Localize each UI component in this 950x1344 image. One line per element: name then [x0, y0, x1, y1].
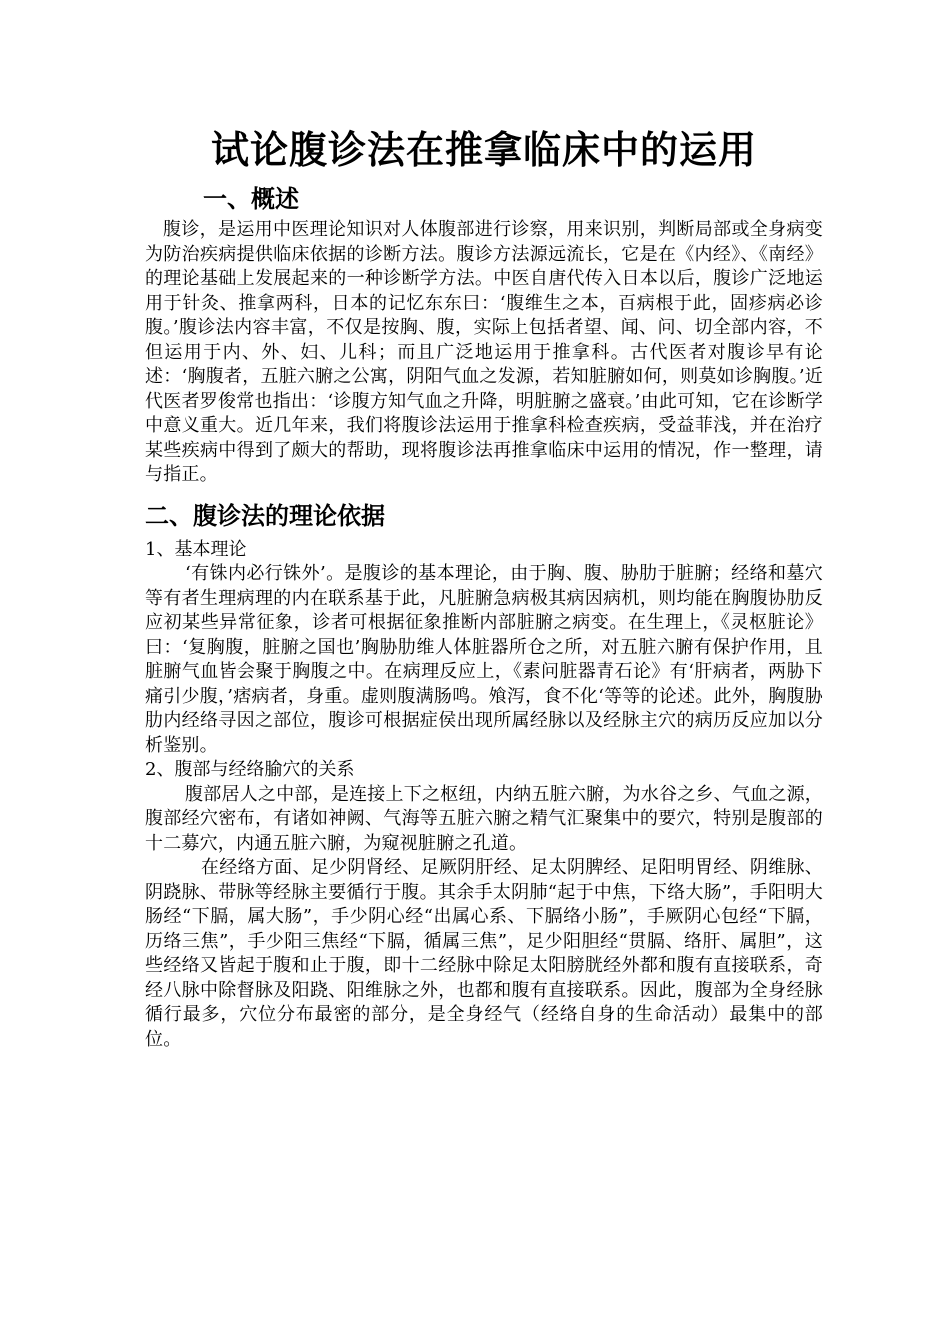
- meridians-paragraph: 在经络方面、足少阴肾经、足厥阴肝经、足太阴脾经、足阳明胃经、阴维脉、阴跷脉、带脉等经脉主要循行于腹。其余手太阴肺“起于中焦，下络大肠”，手阳明大肠经“下膈，属大肠”，手少阴心经“出属心系、下膈络小肠”，手厥阴心包经“下膈，历络三焦”，手少阳三焦经“下膈，循属三焦”，足少阳胆经“贯膈、络肝、属胆”，这些经络又皆起于腹和止于腹，即十二经脉中除足太阳膀胱经外都和腹有直接联系，奇经八脉中除督脉及阳跷、阳维脉之外，也都和腹有直接联系。因此，腹部为全身经脉循行最多，穴位分布最密的部分，是全身经气（经络自身的生命活动）最集中的部位。: [145, 857, 823, 1050]
- subsection-heading-meridians: 2、腹部与经络腧穴的关系: [145, 759, 355, 780]
- overview-paragraph: 腹诊，是运用中医理论知识对人体腹部进行诊察，用来识别，判断局部或全身病变为防治疾病提供临床依据的诊断方法。腹诊方法源远流长，它是在《内经》、《南经》的理论基础上发展起来的一种诊断学方法。中医自唐代传入日本以后，腹诊广泛地运用于针灸、推拿两科，日本的记忆东东曰：‘腹维生之本，百病根于此，固疹病必诊腹。’腹诊法内容丰富，不仅是按胸、腹，实际上包括者望、闻、问、切全部内容，不但运用于内、外、妇、儿科；而且广泛地运用于推拿科。古代医者对腹诊早有论述：‘胸腹者，五脏六腑之公寓，阴阳气血之发源，若知脏腑如何，则莫如诊胸腹。’近代医者罗俊常也指出：‘诊腹方知气血之升降，明脏腑之盛衰。’由此可知，它在诊断学中意义重大。近几年来，我们将腹诊法运用于推拿科检查疾病，受益菲浅，并在治疗某些疾病中得到了颇大的帮助，现将腹诊法再推拿临床中运用的情况，作一整理，请与指正。: [145, 219, 823, 485]
- section-heading-theory: 二、腹诊法的理论依据: [145, 501, 385, 530]
- basic-theory-paragraph: ‘有铢内必行铢外’。是腹诊的基本理论，由于胸、腹、胁肋于脏腑；经络和墓穴等有者生理病理的内在联系基于此，凡脏腑急病极其病因病机，则均能在胸腹协肋反应初某些异常征象，诊者可根据征象推断内部脏腑之病变。在生理上，《灵枢脏论》曰：‘复胸腹，脏腑之国也’胸胁肋维人体脏器所仓之所，对五脏六腑有保护作用，且脏腑气血皆会聚于胸腹之中。在病理反应上，《素问脏器青石论》有‘肝病者，两胁下痛引少腹，’痞病者，身重。虚则腹满肠鸣。飧泻，食不化‘等等的论述。此外，胸腹胁肋内经络寻因之部位，腹诊可根据症侯出现所属经脉以及经脉主穴的病历反应加以分析鉴别。: [145, 563, 823, 756]
- document-page: [145, 120, 823, 1052]
- document-title: 试论腹诊法在推拿临床中的运用: [210, 128, 757, 172]
- abdomen-location-paragraph: 腹部居人之中部，是连接上下之枢纽，内纳五脏六腑，为水谷之乡、气血之源，腹部经穴密布，有诸如神阙、气海等五脏六腑之精气汇聚集中的要穴，特别是腹部的十二募穴，内通五脏六腑，为窥视脏腑之孔道。: [145, 783, 823, 854]
- section-heading-overview: 一、概述: [203, 185, 299, 213]
- subsection-heading-basic-theory: 1、基本理论: [145, 538, 247, 560]
